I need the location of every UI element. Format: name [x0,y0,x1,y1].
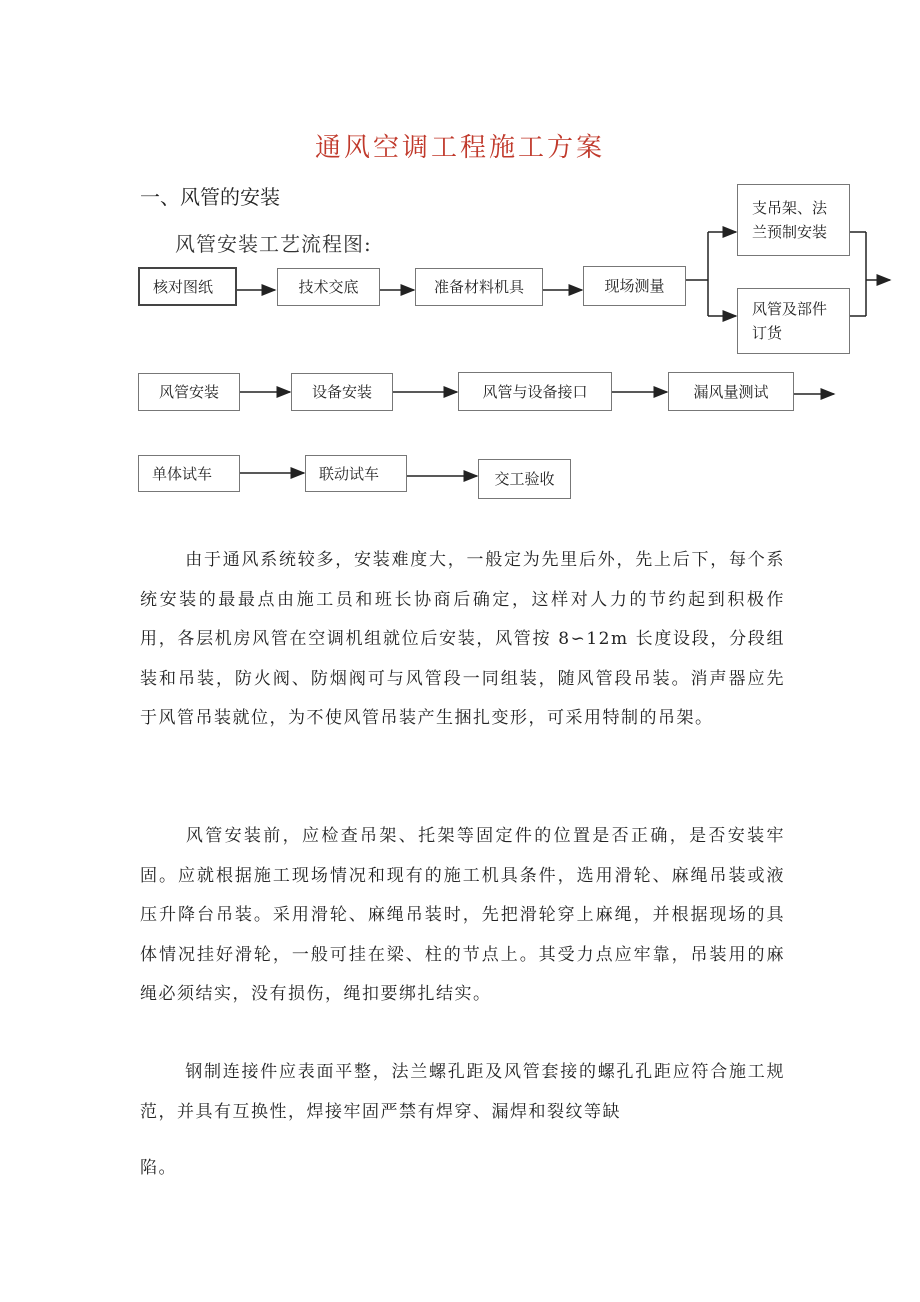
support-prefab-line-1: 支吊架、法 [752,199,828,217]
paragraph-1 [140,541,785,739]
paragraph-3 [140,1053,785,1132]
flow-step-technical-briefing: 技术交底 [277,268,380,306]
paragraph-1-text: 由于通风系统较多，安装难度大，一般定为先里后外，先上后下，每个系统安装的最最点由施工员和班长协商后确定，这样对人力的节约起到积极作用，各层机房风管在空调机组就位后安装，风管按 8∽12m 长度设段，分段组装和吊装，防火阀、防烟阀可与风管段一同组装，随风管段吊装。消声器应先于风管吊装就位，为不使风管吊装产生捆扎变形，可采用特制的吊架。 [140,550,785,728]
duct-parts-order-line-1: 风管及部件 [752,300,828,318]
flowchart-connectors [0,0,920,520]
support-prefab-line-2: 兰预制安装 [752,223,828,241]
flow-step-site-measurement: 现场测量 [583,266,686,306]
flow-step-duct-installation: 风管安装 [138,373,240,411]
section-heading: 一、风管的安装 [140,185,280,209]
flow-step-leakage-test: 漏风量测试 [668,372,794,411]
flow-step-duct-parts-order [737,288,850,354]
flow-step-handover-acceptance: 交工验收 [478,459,571,499]
flow-step-equipment-installation: 设备安装 [291,373,393,411]
document-title: 通风空调工程施工方案 [314,133,605,163]
flow-step-check-drawings: 核对图纸 [138,267,237,306]
flow-step-duct-equipment-interface: 风管与设备接口 [458,372,612,411]
paragraph-3-text: 钢制连接件应表面平整，法兰螺孔距及风管套接的螺孔孔距应符合施工规范，并具有互换性，焊接牢固严禁有焊穿、漏焊和裂纹等缺 [140,1062,785,1122]
flowchart-heading: 风管安装工艺流程图: [175,232,372,256]
duct-parts-order-line-2: 订货 [752,324,783,342]
paragraph-2 [140,817,785,1015]
flow-step-support-prefab [737,184,850,256]
flow-step-prepare-materials: 准备材料机具 [415,268,543,306]
flow-step-unit-trial: 单体试车 [138,455,240,492]
flow-step-joint-trial: 联动试车 [305,455,407,492]
paragraph-3-last-line: 陷。 [140,1158,177,1178]
paragraph-2-text: 风管安装前，应检查吊架、托架等固定件的位置是否正确，是否安装牢固。应就根据施工现场情况和现有的施工机具条件，选用滑轮、麻绳吊装或液压升降台吊装。采用滑轮、麻绳吊装时，先把滑轮穿上麻绳，并根据现场的具体情况挂好滑轮，一般可挂在梁、柱的节点上。其受力点应牢靠，吊装用的麻绳必须结实，没有损伤，绳扣要绑扎结实。 [140,826,785,1004]
